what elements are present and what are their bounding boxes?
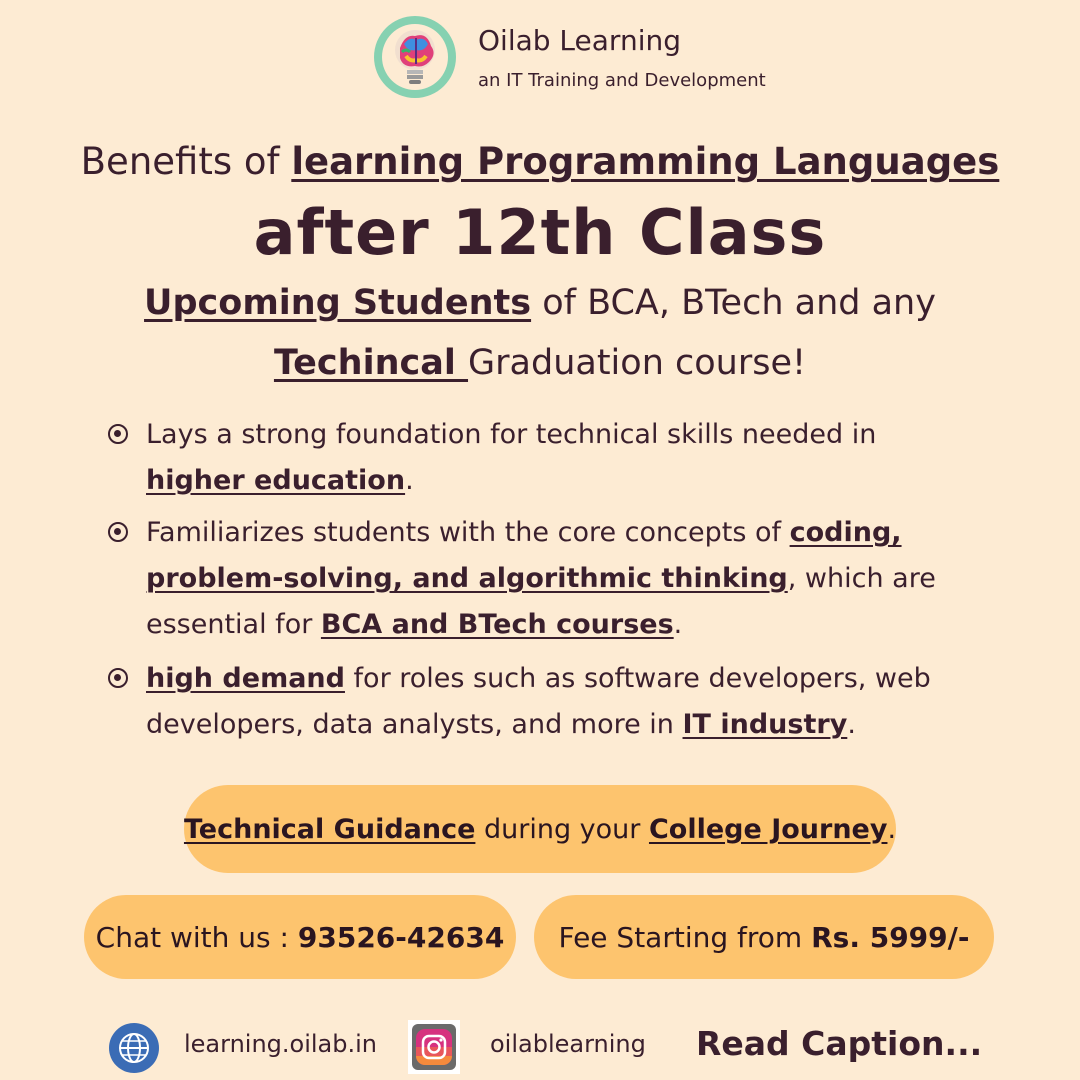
bullet-emphasis: IT industry bbox=[682, 709, 848, 740]
bullet-text: . bbox=[405, 465, 414, 496]
headline-line-3-emphasis: Upcoming Students bbox=[144, 283, 532, 323]
radio-bullet-icon bbox=[108, 424, 128, 444]
globe-icon[interactable] bbox=[108, 1022, 160, 1074]
guidance-emphasis: Technical Guidance bbox=[183, 813, 476, 845]
benefit-bullet-1-text bbox=[146, 412, 976, 504]
bullet-emphasis: high demand bbox=[146, 663, 345, 694]
brand-name: Oilab Learning bbox=[478, 24, 681, 57]
phone-number[interactable]: 93526-42634 bbox=[297, 920, 505, 954]
benefit-bullet-3-text bbox=[146, 656, 976, 748]
headline-line-4 bbox=[0, 343, 1080, 383]
fee-info-badge bbox=[534, 895, 994, 979]
guidance-text: . bbox=[887, 813, 897, 845]
bullet-emphasis: higher education bbox=[146, 465, 406, 496]
benefit-bullet-2-text bbox=[146, 510, 976, 648]
bullet-emphasis: coding, problem-solving, and algorithmic thinking bbox=[146, 517, 902, 594]
bullet-text: . bbox=[847, 709, 856, 740]
bullet-text: Lays a strong foundation for technical skills needed in bbox=[146, 419, 877, 450]
fee-amount: Rs. 5999/- bbox=[811, 920, 970, 954]
guidance-banner bbox=[184, 785, 896, 873]
bullet-emphasis: BCA and BTech courses bbox=[320, 609, 674, 640]
radio-bullet-icon bbox=[108, 668, 128, 688]
headline-line-3 bbox=[0, 283, 1080, 323]
headline-line-1 bbox=[0, 140, 1080, 183]
website-link[interactable]: learning.oilab.in bbox=[184, 1030, 378, 1058]
headline-line-1-emphasis: learning Programming Languages bbox=[291, 140, 1000, 183]
bullet-text: for roles such as software developers, web developers, data analysts, and more in bbox=[146, 663, 931, 740]
instagram-icon[interactable] bbox=[408, 1020, 460, 1074]
instagram-handle[interactable]: oilablearning bbox=[490, 1030, 646, 1058]
read-caption-text: Read Caption... bbox=[696, 1024, 983, 1063]
brand-tagline: an IT Training and Development bbox=[478, 70, 766, 91]
chat-label: Chat with us : bbox=[95, 920, 298, 954]
chat-contact-button[interactable] bbox=[84, 895, 516, 979]
radio-bullet-icon bbox=[108, 522, 128, 542]
headline-line-3-rest: of BCA, BTech and any bbox=[531, 283, 936, 323]
guidance-emphasis: College Journey bbox=[648, 813, 888, 845]
headline-line-4-rest: Graduation course! bbox=[468, 343, 807, 383]
fee-label: Fee Starting from bbox=[558, 920, 812, 954]
bullet-text: Familiarizes students with the core concepts of bbox=[146, 517, 790, 548]
guidance-text: during your bbox=[475, 813, 649, 845]
bullet-text: , which are essential for bbox=[146, 563, 936, 640]
headline-line-1-prefix: Benefits of bbox=[80, 140, 292, 183]
headline-main: after 12th Class bbox=[253, 196, 827, 269]
headline-line-4-emphasis: Techincal bbox=[273, 343, 469, 383]
lightbulb-brain-logo-icon bbox=[372, 14, 458, 100]
bullet-text: . bbox=[673, 609, 683, 640]
